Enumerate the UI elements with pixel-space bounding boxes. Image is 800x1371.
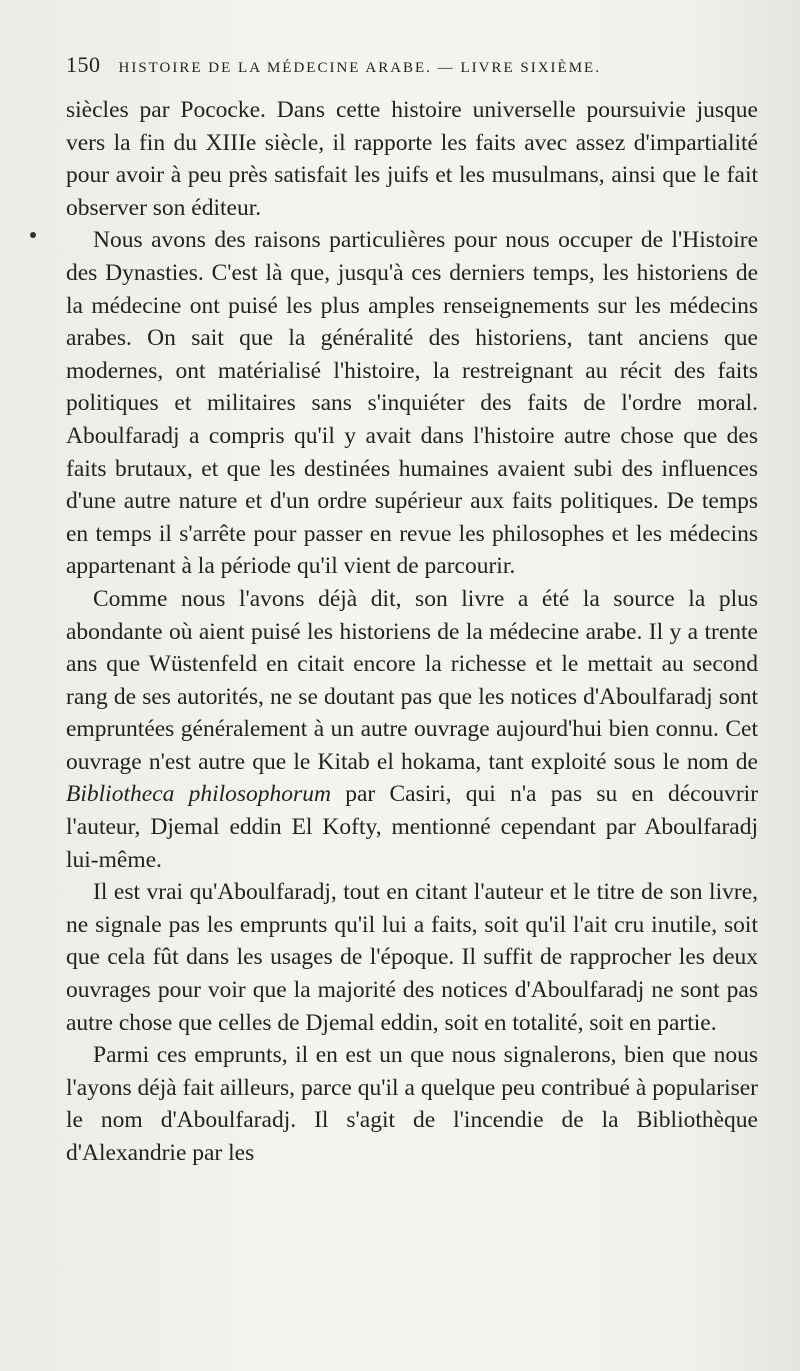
paragraph-5: Parmi ces emprunts, il en est un que nous signalerons, bien que nous l'ayons déjà fait ailleurs, parce qu'il a quelque peu contribué à populariser le nom d'Aboulfaradj. Il s'agit de l'incendie de la Bibliothèque d'Alexandrie par les bbox=[66, 1042, 758, 1166]
paragraph-3-text-before: Comme nous l'avons déjà dit, son livre a été la source la plus abondante où aient puisé les historiens de la médecine arabe. Il y a trente ans que Wüstenfeld en citait encore la richesse et le mettait au second rang de ses autorités, ne se doutant pas que les notices d'Aboulfaradj sont empruntées généralement à un autre ouvrage aujourd'hui bien connu. Cet ouvrage n'est autre que le Kitab el hokama, tant exploité sous le nom de bbox=[66, 585, 758, 775]
page-number: 150 bbox=[66, 52, 101, 77]
body-text bbox=[66, 94, 758, 1170]
paragraph-3-text-after: par Casiri, qui n'a pas su en découvrir l'auteur, Djemal eddin El Kofty, mentionné cependant par Aboulfaradj lui-même. bbox=[66, 781, 759, 873]
page-header bbox=[66, 52, 758, 92]
margin-dot bbox=[30, 232, 36, 238]
paragraph-2: Nous avons des raisons particulières pour nous occuper de l'Histoire des Dynasties. C'est là que, jusqu'à ces derniers temps, les historiens de la médecine ont puisé les plus amples renseignements sur les médecins arabes. On sait que la généralité des historiens, tant anciens que modernes, ont matérialisé l'histoire, la restreignant au récit des faits politiques et militaires sans s'inquiéter des faits de l'ordre moral. Aboulfaradj a compris qu'il y avait dans l'histoire autre chose que des faits brutaux, et que les destinées humaines avaient subi des influences d'une autre nature et d'un ordre supérieur aux faits politiques. De temps en temps il s'arrête pour passer en revue les philosophes et les médecins appartenant à la période qu'il vient de parcourir. bbox=[66, 227, 758, 580]
italic-title: Bibliotheca philosophorum bbox=[66, 781, 331, 808]
paragraph-1: siècles par Pococke. Dans cette histoire universelle poursuivie jusque vers la fin du XIIIe siècle, il rapporte les faits avec assez d'impartialité pour avoir à peu près satisfait les juifs et les musulmans, ainsi que le fait observer son éditeur. bbox=[66, 97, 758, 221]
running-title: HISTOIRE DE LA MÉDECINE ARABE. — LIVRE SIXIÈME. bbox=[118, 60, 601, 76]
paragraph-4: Il est vrai qu'Aboulfaradj, tout en citant l'auteur et le titre de son livre, ne signale pas les emprunts qu'il lui a faits, soit qu'il l'ait cru inutile, soit que cela fût dans les usages de l'époque. Il suffit de rapprocher les deux ouvrages pour voir que la majorité des notices d'Aboulfaradj ne sont pas autre chose que celles de Djemal eddin, soit en totalité, soit en partie. bbox=[66, 879, 758, 1036]
paragraph-3 bbox=[66, 583, 758, 876]
